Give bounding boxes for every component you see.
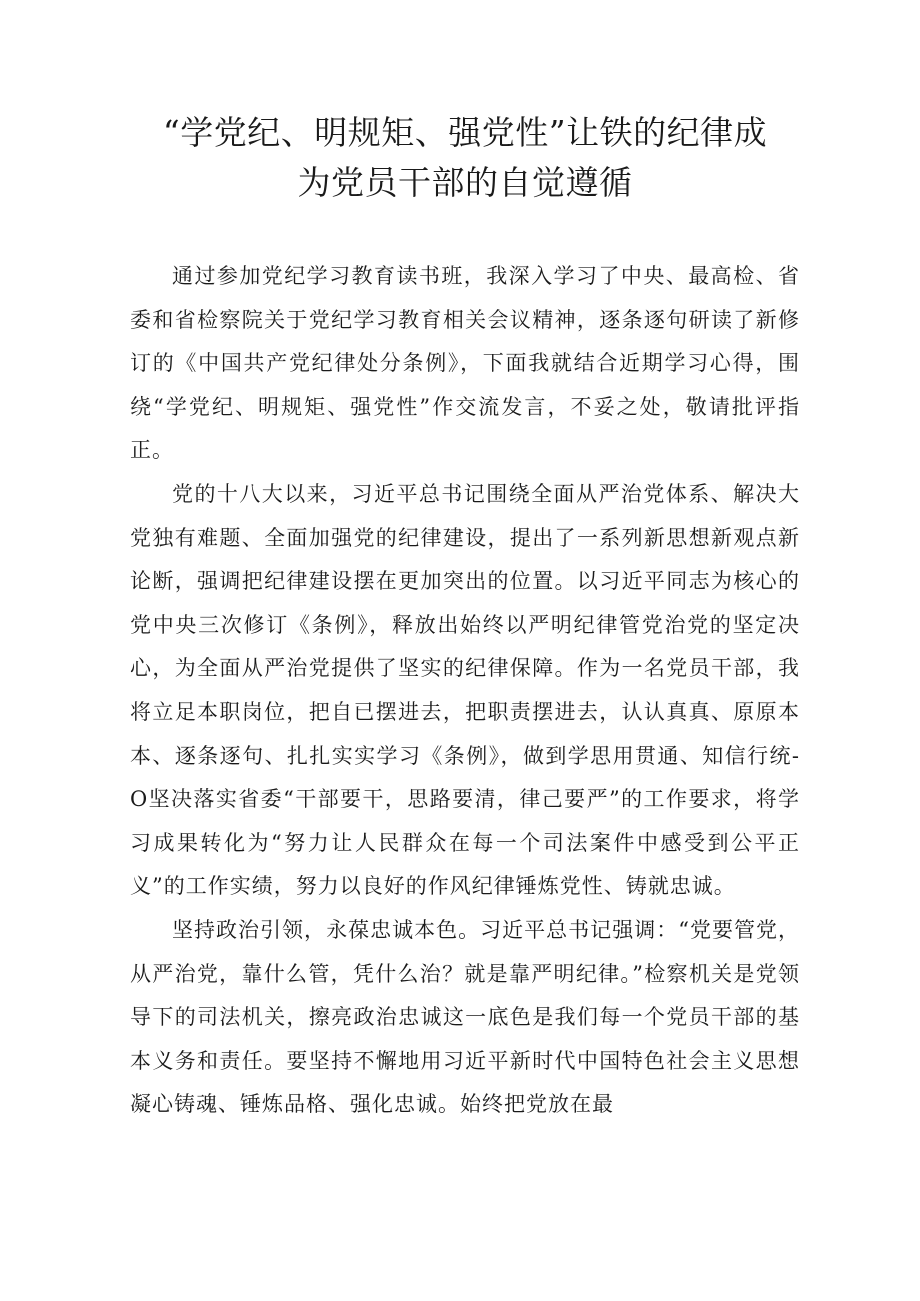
document-title xyxy=(130,108,800,208)
paragraph-discipline-building: 党的十八大以来，习近平总书记围绕全面从严治党体系、解决大党独有难题、全面加强党的纪律建设，提出了一系列新思想新观点新论断，强调把纪律建设摆在更加突出的位置。以习近平同志为核心的党中央三次修订《条例》，释放出始终以严明纪律管党治党的坚定决心，为全面从严治党提供了坚实的纪律保障。作为一名党员干部，我将立足本职岗位，把自已摆进去，把职责摆进去，认认真真、原原本本、逐条逐句、扎扎实实学习《条例》，做到学思用贯通、知信行统-O坚决落实省委“干部要干，思路要清，律己要严”的工作要求，将学习成果转化为“努力让人民群众在每一个司法案件中感受到公平正义”的工作实绩，努力以良好的作风纪律锤炼党性、铸就忠诚。 xyxy=(130,481,800,899)
paragraph-political-guidance: 坚持政治引领，永葆忠诚本色。习近平总书记强调：“党要管党，从严治党，靠什么管，凭什么治？就是靠严明纪律。”检察机关是党领导下的司法机关，擦亮政治忠诚这一底色是我们每一个党员干部的基本义务和责任。要坚持不懈地用习近平新时代中国特色社会主义思想凝心铸魂、锤炼品格、强化忠诚。始终把党放在最 xyxy=(130,917,800,1117)
paragraph-intro: 通过参加党纪学习教育读书班，我深入学习了中央、最高检、省委和省检察院关于党纪学习教育相关会议精神，逐条逐句研读了新修订的《中国共产党纪律处分条例》，下面我就结合近期学习心得，围绕“学党纪、明规矩、强党性”作交流发言，不妥之处，敬请批评指正。 xyxy=(130,264,800,463)
title-line-1: “学党纪、明规矩、强党性”让铁的纪律成 xyxy=(162,113,768,152)
title-line-2: 为党员干部的自觉遵循 xyxy=(297,163,633,202)
document-body xyxy=(130,255,800,1127)
